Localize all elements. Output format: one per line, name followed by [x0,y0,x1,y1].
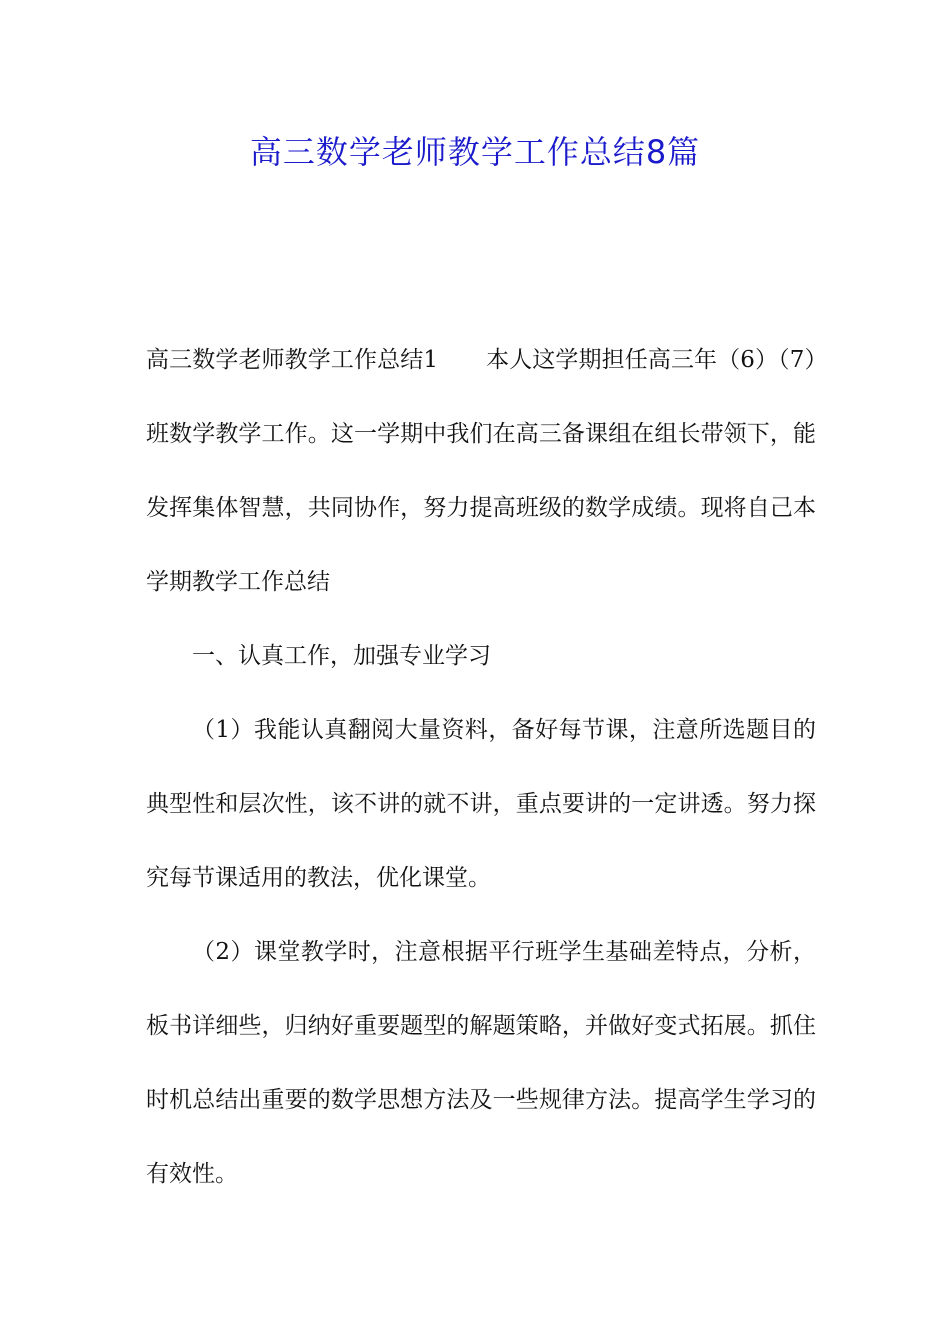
document-body [146,323,816,1211]
document-title: 高三数学老师教学工作总结8篇 [249,133,701,171]
intro-heading: 高三数学老师教学工作总结1 [146,347,438,373]
section-heading: 一、认真工作，加强专业学习 [192,643,491,669]
intro-text: 本人这学期担任高三年（6）（7）班数学教学工作。这一学期中我们在高三备课组在组长带领下，能发挥集体智慧，共同协作，努力提高班级的数学成绩。现将自己本学期教学工作总结 [146,347,816,595]
list-item: （1）我能认真翻阅大量资料，备好每节课，注意所选题目的典型性和层次性，该不讲的就不讲，重点要讲的一定讲透。努力探究每节课适用的教法，优化课堂。 [146,717,816,891]
intro-paragraph [146,323,816,619]
list-item: （2）课堂教学时，注意根据平行班学生基础差特点，分析，板书详细些，归纳好重要题型的解题策略，并做好变式拓展。抓住时机总结出重要的数学思想方法及一些规律方法。提高学生学习的有效性。 [146,939,816,1187]
